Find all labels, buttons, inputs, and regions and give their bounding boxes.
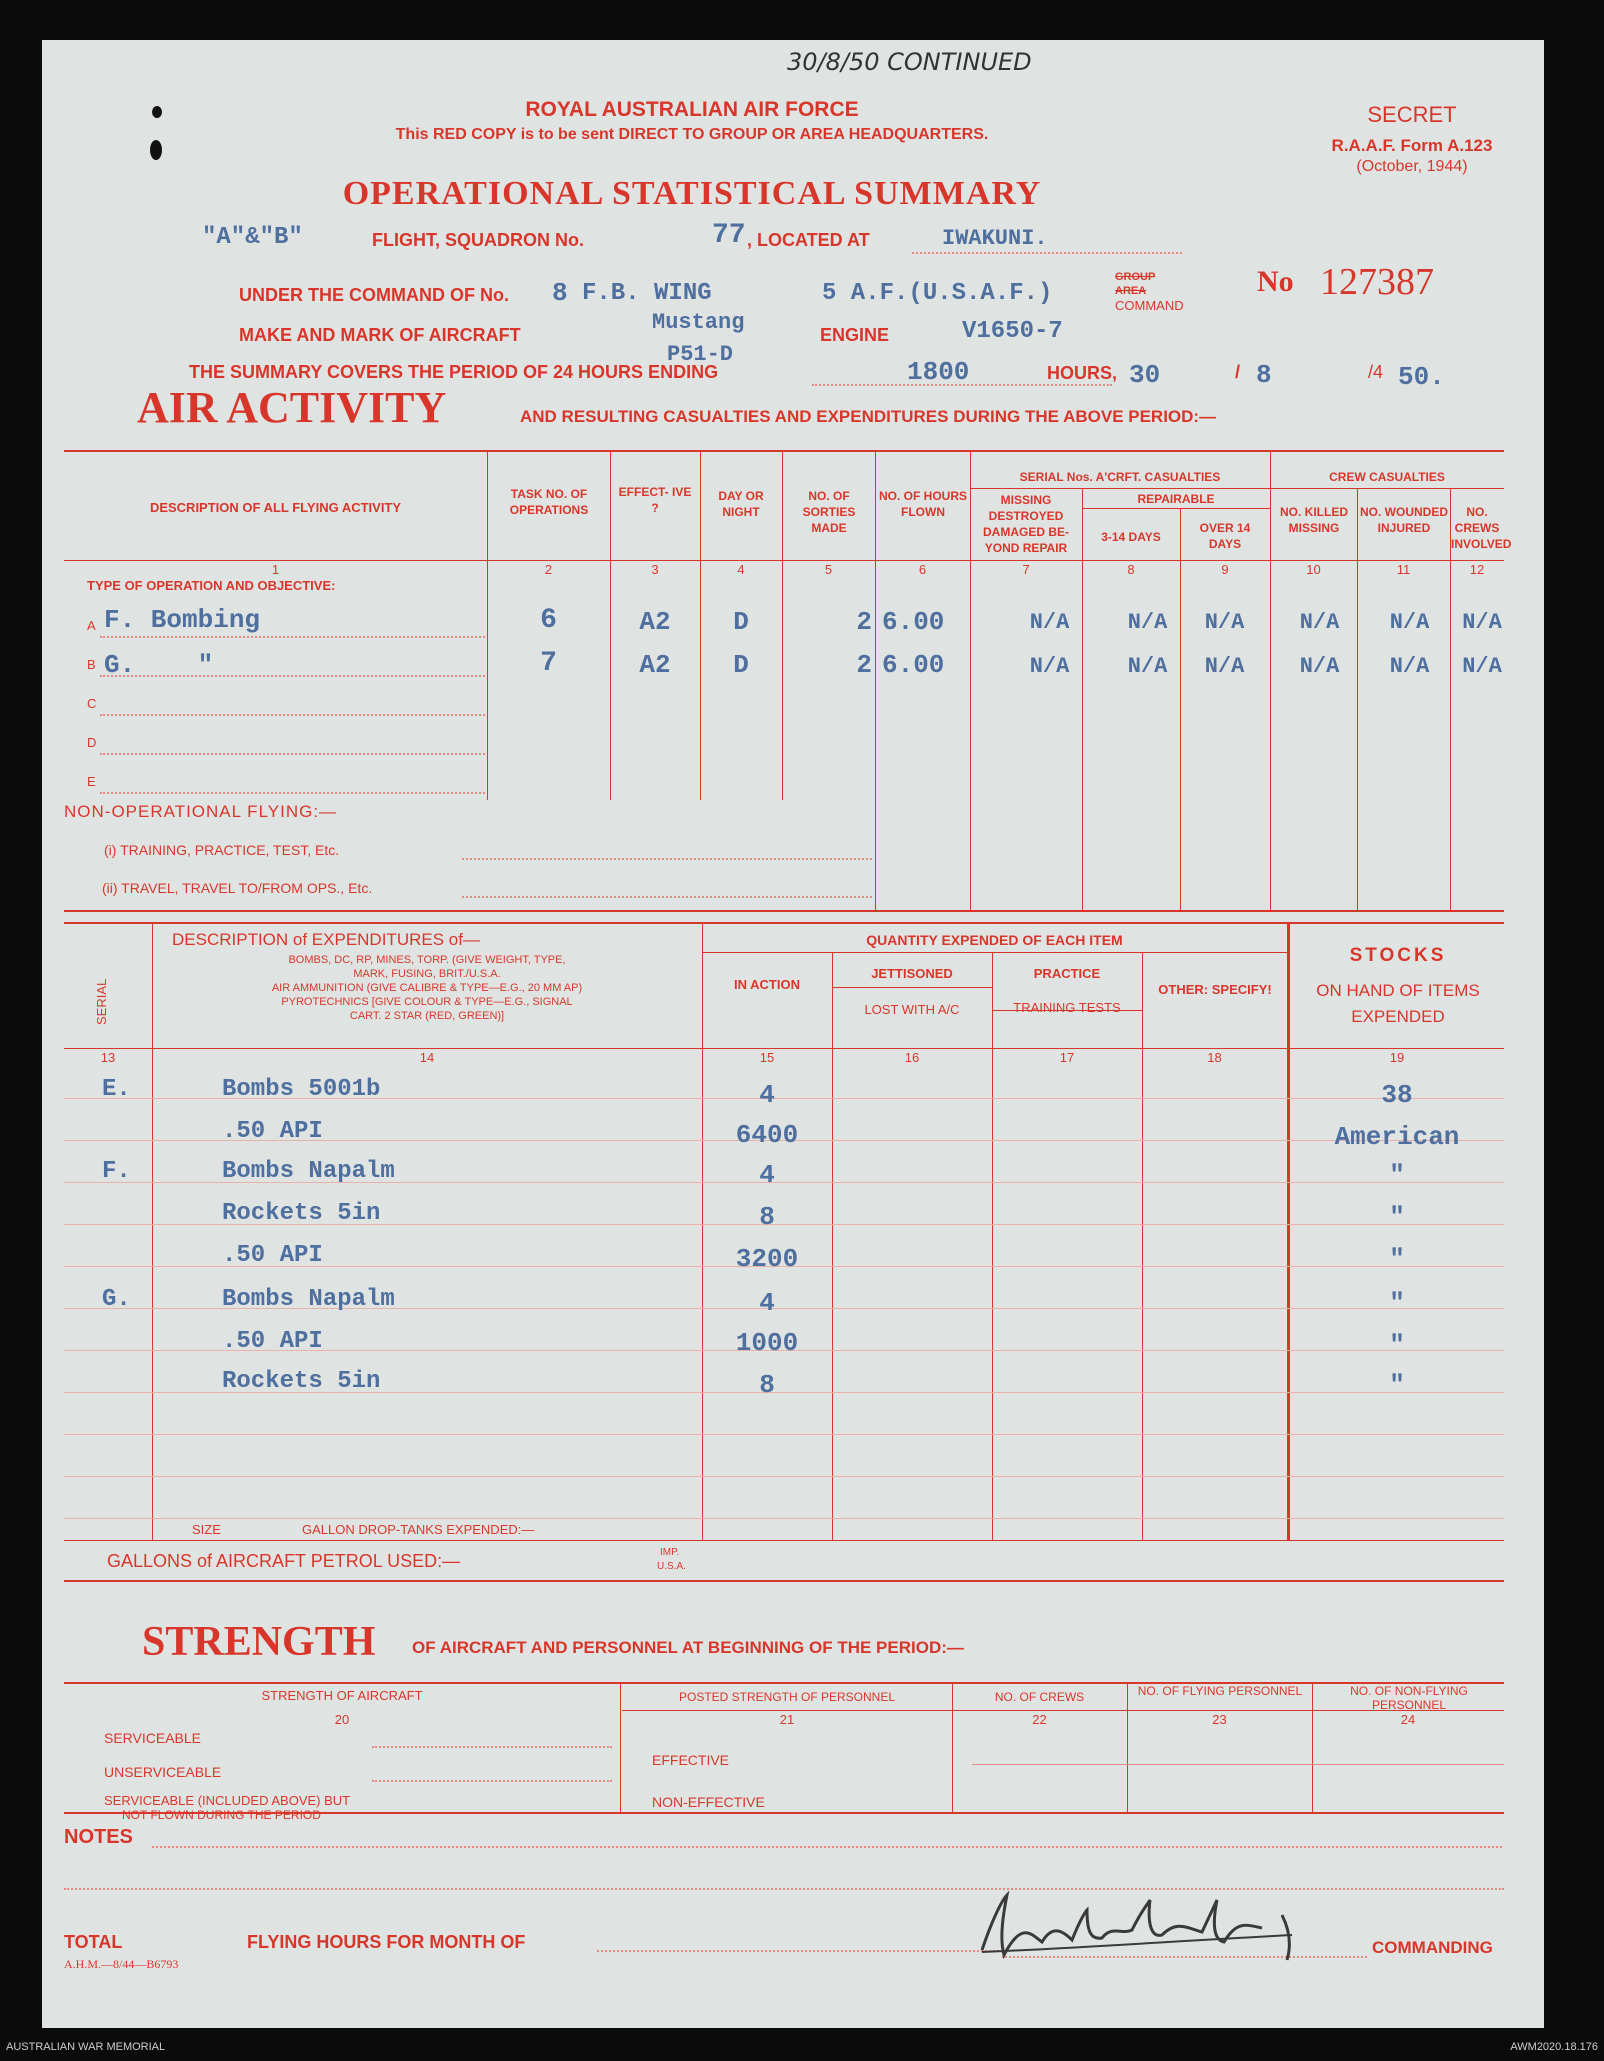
form-sheet: 30/8/50 CONTINUED ROYAL AUSTRALIAN AIR FORCE This RED COPY is to be sent DIRECT TO GROUP OR AREA HEADQUARTERS. OPERATIONAL STATISTICAL SUMMARY SECRET R.A.A.F. Form A.123 (October, 1944) No 127387 "A"&"B" FLIGHT, SQUADRON No. 77 , LOCATED AT IWAKUNI. UNDER THE COMMAND OF No. 8 F.B. WING 5 A.F.(U.S.A.F.) GROUP AREA COMMAND MAKE AND MARK OF AIRCRAFT Mustang P51-D ENGINE V1650-7 THE SUMMARY COVERS THE PERIOD OF 24 HOURS ENDING 1800 HOURS, 30 / 8 /4 50. AIR ACTIVITY AND RESULTING CASUALTIES AND EXPENDITURES DURING THE ABOVE PERIOD:— DESCRIPTION OF ALL FLYING ACTIVITY TASK NO. OF OPERATIONS EFFECT- IVE ? DAY OR NIGHT NO. OF SORTIES MADE NO. OF HOURS FLOWN SERIAL Nos. A'CRFT. CASUALTIES MISSING DESTROYED DAMAGED BE- YOND REPAIR REPAIRABLE 3-14 DAYS OVER 14 DAYS CREW CASUALTIES NO. KILLED MISSING NO. WOUNDED INJURED NO. CREWS INVOLVED 1 2 3 4 5 6 7 8 9 10 11 12 TYPE OF OPERATION AND OBJECTIVE: A B C D E F. Bombing 6 A2 D 2 6.00 N/A N/A N/A N/A N/A N/A G. " 7 A2 D 2 6.00 N/A N/A N/A N/A N/A N/A NON-OPERATIONAL FLYING:— (i) TRAINING, PRACTICE, TEST, Etc. (ii) TRAVEL, TRAVEL TO/FROM OPS., Etc. SERIAL DESCRIPTION of EXPENDITURES of— BOMBS, DC, RP, MINES, TORP. (GIVE WEIGHT, TYPE, MARK, FUSING, BRIT./U.S.A. AIR AMMUNITION (GIVE CALIBRE & TYPE—E.G., 20 MM AP) PYROTECHNICS [GIVE COLOUR & TYPE—E.G., SIGNAL CART. 2 STAR (RED, GREEN)] QUANTITY EXPENDED OF EACH ITEM IN ACTION JETTISONED LOST WITH A/C PRACTICE TRAINING TESTS OTHER: SPECIFY! STOCKS ON HAND OF ITEMS EXPENDED 13 14 15 16 17 18 19 E. Bombs 5001b 4 38 .50 API 6400 American F. Bombs Napalm 4 " Rockets 5in 8 " .50 API 3200 " G. Bombs Napalm 4 " .50 API 1000 " Rockets 5in 8 " SIZE GALLON DROP-TANKS EXPENDED:— GALLONS of AIRCRAFT PETROL USED:— IMP. U.S.A. STRENGTH OF AIRCRAFT AND PERSONNEL AT BEGINNING OF THE PERIOD:— STRENGTH OF AIRCRAFT POSTED STRENGTH OF PERSONNEL NO. OF CREWS NO. OF FLYING PERSONNEL NO. OF NON-FLYING PERSONNEL 20 21 22 23 24 SERVICEABLE UNSERVICEABLE SERVICEABLE (INCLUDED ABOVE) BUT NOT FLOWN DURING THE PERIOD EFFECTIVE NON-EFFECTIVE NOTES TOTAL FLYING HOURS FOR MONTH OF COMMANDING A.H.M.—8/44—B6793 <box>42 40 1544 2028</box>
located-label: , LOCATED AT <box>747 230 870 250</box>
not-flown-label-1: SERVICEABLE (INCLUDED ABOVE) BUT <box>104 1793 351 1808</box>
squadron-value: 77 <box>712 220 746 251</box>
exp-serial: F. <box>102 1158 131 1185</box>
col-task: TASK NO. OF OPERATIONS <box>509 487 589 517</box>
exp-item: Bombs 5001b <box>222 1076 381 1103</box>
activity-c9: N/A <box>1204 654 1245 679</box>
serial-prefix: No <box>1257 265 1294 298</box>
non-effective-label: NON-EFFECTIVE <box>652 1794 765 1810</box>
command-label: UNDER THE COMMAND OF No. <box>239 285 509 305</box>
activity-c11: N/A <box>1389 654 1430 679</box>
activity-hours: 6.00 <box>882 607 945 637</box>
stocks-title: STOCKS <box>1349 945 1447 966</box>
activity-sorties: 2 <box>856 650 872 680</box>
col-nonflying-personnel: NO. OF NON-FLYING PERSONNEL <box>1350 1684 1468 1712</box>
activity-c11: N/A <box>1389 610 1430 635</box>
col-number: 3 <box>651 562 659 577</box>
col-number: 23 <box>1212 1712 1227 1727</box>
command-option-area: AREA <box>1115 285 1147 297</box>
footer-left: AUSTRALIAN WAR MEMORIAL <box>6 2041 166 2053</box>
flight-label: FLIGHT, SQUADRON No. <box>372 230 584 250</box>
activity-day: D <box>733 607 749 637</box>
commanding-officer-signature <box>962 1880 1382 1970</box>
command-value: F.B. WING <box>582 280 712 307</box>
day-value: 30 <box>1129 360 1161 390</box>
petrol-label: GALLONS of AIRCRAFT PETROL USED:— <box>107 1551 461 1571</box>
size-label: SIZE <box>192 1522 221 1537</box>
col-other: OTHER: SPECIFY! <box>1158 982 1272 997</box>
activity-c10: N/A <box>1299 654 1340 679</box>
col-hours: NO. OF HOURS FLOWN <box>878 489 967 519</box>
col-number: 16 <box>904 1050 920 1065</box>
activity-c9: N/A <box>1204 610 1245 635</box>
col-number: 7 <box>1022 562 1030 577</box>
group-crew-casualties: CREW CASUALTIES <box>1329 470 1445 484</box>
col-number: 1 <box>271 562 280 577</box>
exp-stock: " <box>1389 1160 1405 1190</box>
exp-item: Rockets 5in <box>222 1200 381 1227</box>
handwritten-annotation: 30/8/50 CONTINUED <box>787 48 1032 76</box>
expenditure-desc-line: PYROTECHNICS [GIVE COLOUR & TYPE—E.G., SIGNAL <box>281 996 573 1008</box>
notes-label: NOTES <box>64 1826 133 1848</box>
col-over-14-days: OVER 14 DAYS <box>1199 521 1251 551</box>
exp-stock: 38 <box>1381 1080 1413 1110</box>
strength-subtitle: OF AIRCRAFT AND PERSONNEL AT BEGINNING OF THE PERIOD:— <box>412 1638 964 1657</box>
col-practice: PRACTICE <box>1033 966 1101 981</box>
expenditure-desc-line: AIR AMMUNITION (GIVE CALIBRE & TYPE—E.G., 20 MM AP) <box>271 982 583 994</box>
activity-effective: A2 <box>639 607 671 637</box>
exp-item: .50 API <box>222 1328 323 1355</box>
col-number: 18 <box>1207 1050 1222 1065</box>
col-posted-strength: POSTED STRENGTH OF PERSONNEL <box>678 1690 896 1704</box>
exp-in-action: 1000 <box>735 1328 799 1358</box>
nonop-label: NON-OPERATIONAL FLYING:— <box>64 802 338 821</box>
col-sorties: NO. OF SORTIES MADE <box>802 489 856 535</box>
exp-in-action: 8 <box>759 1370 775 1400</box>
col-number: 9 <box>1221 562 1229 577</box>
exp-in-action: 6400 <box>735 1120 799 1150</box>
hours-value: 1800 <box>907 357 970 387</box>
instruction-text: This RED COPY is to be sent DIRECT TO GROUP OR AREA HEADQUARTERS. <box>395 126 989 143</box>
command-value2: 5 A.F.(U.S.A.F.) <box>822 280 1053 307</box>
exp-stock: " <box>1389 1370 1405 1400</box>
exp-stock: " <box>1389 1288 1405 1318</box>
activity-c7: N/A <box>1029 610 1070 635</box>
exp-in-action: 4 <box>759 1288 775 1318</box>
exp-in-action: 4 <box>759 1160 775 1190</box>
stocks-subtitle: ON HAND OF ITEMS EXPENDED <box>1316 981 1480 1026</box>
petrol-imp: IMP. <box>660 1547 680 1558</box>
nonop-travel: (ii) TRAVEL, TRAVEL TO/FROM OPS., Etc. <box>102 880 373 896</box>
commanding-label: COMMANDING <box>1372 1938 1493 1957</box>
total-label: TOTAL <box>64 1932 123 1952</box>
exp-stock: " <box>1389 1244 1405 1274</box>
exp-stock: " <box>1389 1202 1405 1232</box>
air-activity-title: AIR ACTIVITY <box>137 383 447 432</box>
exp-in-action: 4 <box>759 1080 775 1110</box>
flying-hours-label: FLYING HOURS FOR MONTH OF <box>247 1932 526 1952</box>
exp-item: .50 API <box>222 1242 323 1269</box>
classification: SECRET <box>1367 102 1457 127</box>
exp-serial: G. <box>102 1286 131 1313</box>
col-flying-personnel: NO. OF FLYING PERSONNEL <box>1137 1684 1303 1698</box>
col-number: 10 <box>1306 562 1321 577</box>
exp-in-action: 8 <box>759 1202 775 1232</box>
col-number: 4 <box>737 562 745 577</box>
type-label: TYPE OF OPERATION AND OBJECTIVE: <box>87 578 336 593</box>
engine-value: V1650-7 <box>962 318 1063 345</box>
flight-value: "A"&"B" <box>202 224 303 251</box>
row-letter: B <box>87 657 96 672</box>
col-number: 19 <box>1389 1050 1405 1065</box>
activity-c10: N/A <box>1299 610 1340 635</box>
col-number: 5 <box>824 562 833 577</box>
exp-in-action: 3200 <box>735 1244 799 1274</box>
col-number: 17 <box>1059 1050 1075 1065</box>
command-option-group: GROUP <box>1115 271 1156 283</box>
activity-c12: N/A <box>1462 610 1502 635</box>
col-involved: NO. CREWS INVOLVED <box>1451 505 1512 551</box>
hours-label: HOURS, <box>1047 363 1118 383</box>
col-missing: MISSING DESTROYED DAMAGED BE- YOND REPAIR <box>983 493 1069 555</box>
not-flown-label-2: NOT FLOWN DURING THE PERIOD <box>122 1808 321 1822</box>
col-3-14-days: 3-14 DAYS <box>1101 530 1161 544</box>
location-dots <box>912 252 1182 254</box>
droptanks-label: GALLON DROP-TANKS EXPENDED:— <box>302 1522 535 1537</box>
qty-title: QUANTITY EXPENDED OF EACH ITEM <box>866 932 1123 948</box>
activity-desc: F. Bombing <box>104 605 261 635</box>
engine-label: ENGINE <box>820 325 890 345</box>
expenditure-desc-title: DESCRIPTION of EXPENDITURES of— <box>172 930 480 949</box>
serviceable-label: SERVICEABLE <box>104 1730 202 1746</box>
aircraft-mark: P51-D <box>667 342 734 367</box>
exp-stock: " <box>1389 1330 1405 1360</box>
col-crews: NO. OF CREWS <box>994 1690 1085 1704</box>
col-number: 6 <box>918 562 927 577</box>
activity-c12: N/A <box>1462 654 1502 679</box>
org-name: ROYAL AUSTRALIAN AIR FORCE <box>525 98 859 121</box>
activity-c8: N/A <box>1127 654 1168 679</box>
col-effective: EFFECT- IVE ? <box>618 485 692 515</box>
footer-right: AWM2020.18.176 <box>1510 2041 1598 2053</box>
col-lost-with-ac: LOST WITH A/C <box>864 1002 960 1017</box>
col-wounded: NO. WOUNDED INJURED <box>1360 505 1448 535</box>
exp-stock: American <box>1334 1122 1460 1152</box>
punch-marks <box>142 100 172 170</box>
serial-number: 127387 <box>1320 261 1434 303</box>
group-aircraft-casualties: SERIAL Nos. A'CRFT. CASUALTIES <box>1019 470 1221 484</box>
expenditure-desc-line: MARK, FUSING, BRIT./U.S.A. <box>353 968 501 980</box>
expenditure-desc-line: BOMBS, DC, RP, MINES, TORP. (GIVE WEIGHT, TYPE, <box>288 954 566 966</box>
col-killed: NO. KILLED MISSING <box>1280 505 1348 535</box>
col-number: 20 <box>334 1712 350 1727</box>
activity-effective: A2 <box>639 650 671 680</box>
activity-c8: N/A <box>1127 610 1168 635</box>
activity-task: 6 <box>540 605 557 636</box>
month-value: 8 <box>1256 360 1272 390</box>
col-training-tests: TRAINING TESTS <box>1013 1000 1121 1015</box>
row-letter: E <box>87 774 96 789</box>
nonop-training: (i) TRAINING, PRACTICE, TEST, Etc. <box>104 842 340 858</box>
activity-hours: 6.00 <box>882 650 945 680</box>
year-value: 50. <box>1398 362 1445 392</box>
exp-item: Bombs Napalm <box>222 1158 395 1185</box>
effective-label: EFFECTIVE <box>652 1752 730 1768</box>
exp-item: .50 API <box>222 1118 323 1145</box>
row-letter: C <box>87 696 97 711</box>
col-number: 12 <box>1469 562 1485 577</box>
col-in-action: IN ACTION <box>734 977 800 992</box>
aircraft-label: MAKE AND MARK OF AIRCRAFT <box>239 325 521 345</box>
period-label: THE SUMMARY COVERS THE PERIOD OF 24 HOURS ENDING <box>189 362 719 382</box>
col-jettisoned: JETTISONED <box>871 966 953 981</box>
page-title: OPERATIONAL STATISTICAL SUMMARY <box>342 175 1042 212</box>
exp-item: Bombs Napalm <box>222 1286 395 1313</box>
col-number: 8 <box>1127 562 1135 577</box>
expenditure-desc-line: CART. 2 STAR (RED, GREEN)] <box>349 1010 505 1022</box>
activity-task: 7 <box>540 648 557 679</box>
col-day-night: DAY OR NIGHT <box>718 489 764 519</box>
location-value: IWAKUNI. <box>942 226 1048 251</box>
year-prefix: /4 <box>1368 362 1384 382</box>
command-option-command: COMMAND <box>1115 298 1184 313</box>
row-letter: D <box>87 735 97 750</box>
col-description: DESCRIPTION OF ALL FLYING ACTIVITY <box>149 500 402 515</box>
col-number: 2 <box>544 562 553 577</box>
col-number: 21 <box>779 1712 795 1727</box>
strength-title: STRENGTH <box>142 1619 376 1665</box>
unserviceable-label: UNSERVICEABLE <box>104 1764 222 1780</box>
col-number: 14 <box>419 1050 435 1065</box>
activity-c7: N/A <box>1029 654 1070 679</box>
col-serial: SERIAL <box>94 978 109 1025</box>
activity-day: D <box>733 650 749 680</box>
col-number: 22 <box>1032 1712 1047 1727</box>
air-activity-subtitle: AND RESULTING CASUALTIES AND EXPENDITURES DURING THE ABOVE PERIOD:— <box>520 407 1217 426</box>
form-number: R.A.A.F. Form A.123 <box>1331 136 1493 155</box>
petrol-usa: U.S.A. <box>657 1561 686 1572</box>
col-strength-aircraft: STRENGTH OF AIRCRAFT <box>261 1688 423 1703</box>
exp-serial: E. <box>102 1076 131 1103</box>
activity-desc: G. " <box>104 650 214 680</box>
aircraft-make: Mustang <box>652 310 745 335</box>
row-letter: A <box>87 618 96 633</box>
col-number: 24 <box>1400 1712 1416 1727</box>
form-date: (October, 1944) <box>1356 158 1468 175</box>
exp-item: Rockets 5in <box>222 1368 381 1395</box>
col-number: 15 <box>759 1050 775 1065</box>
col-number: 13 <box>100 1050 116 1065</box>
activity-sorties: 2 <box>856 607 872 637</box>
col-number: 11 <box>1396 562 1411 577</box>
print-code: A.H.M.—8/44—B6793 <box>64 1957 179 1971</box>
group-repairable: REPAIRABLE <box>1137 492 1215 506</box>
command-no: 8 <box>552 278 568 308</box>
